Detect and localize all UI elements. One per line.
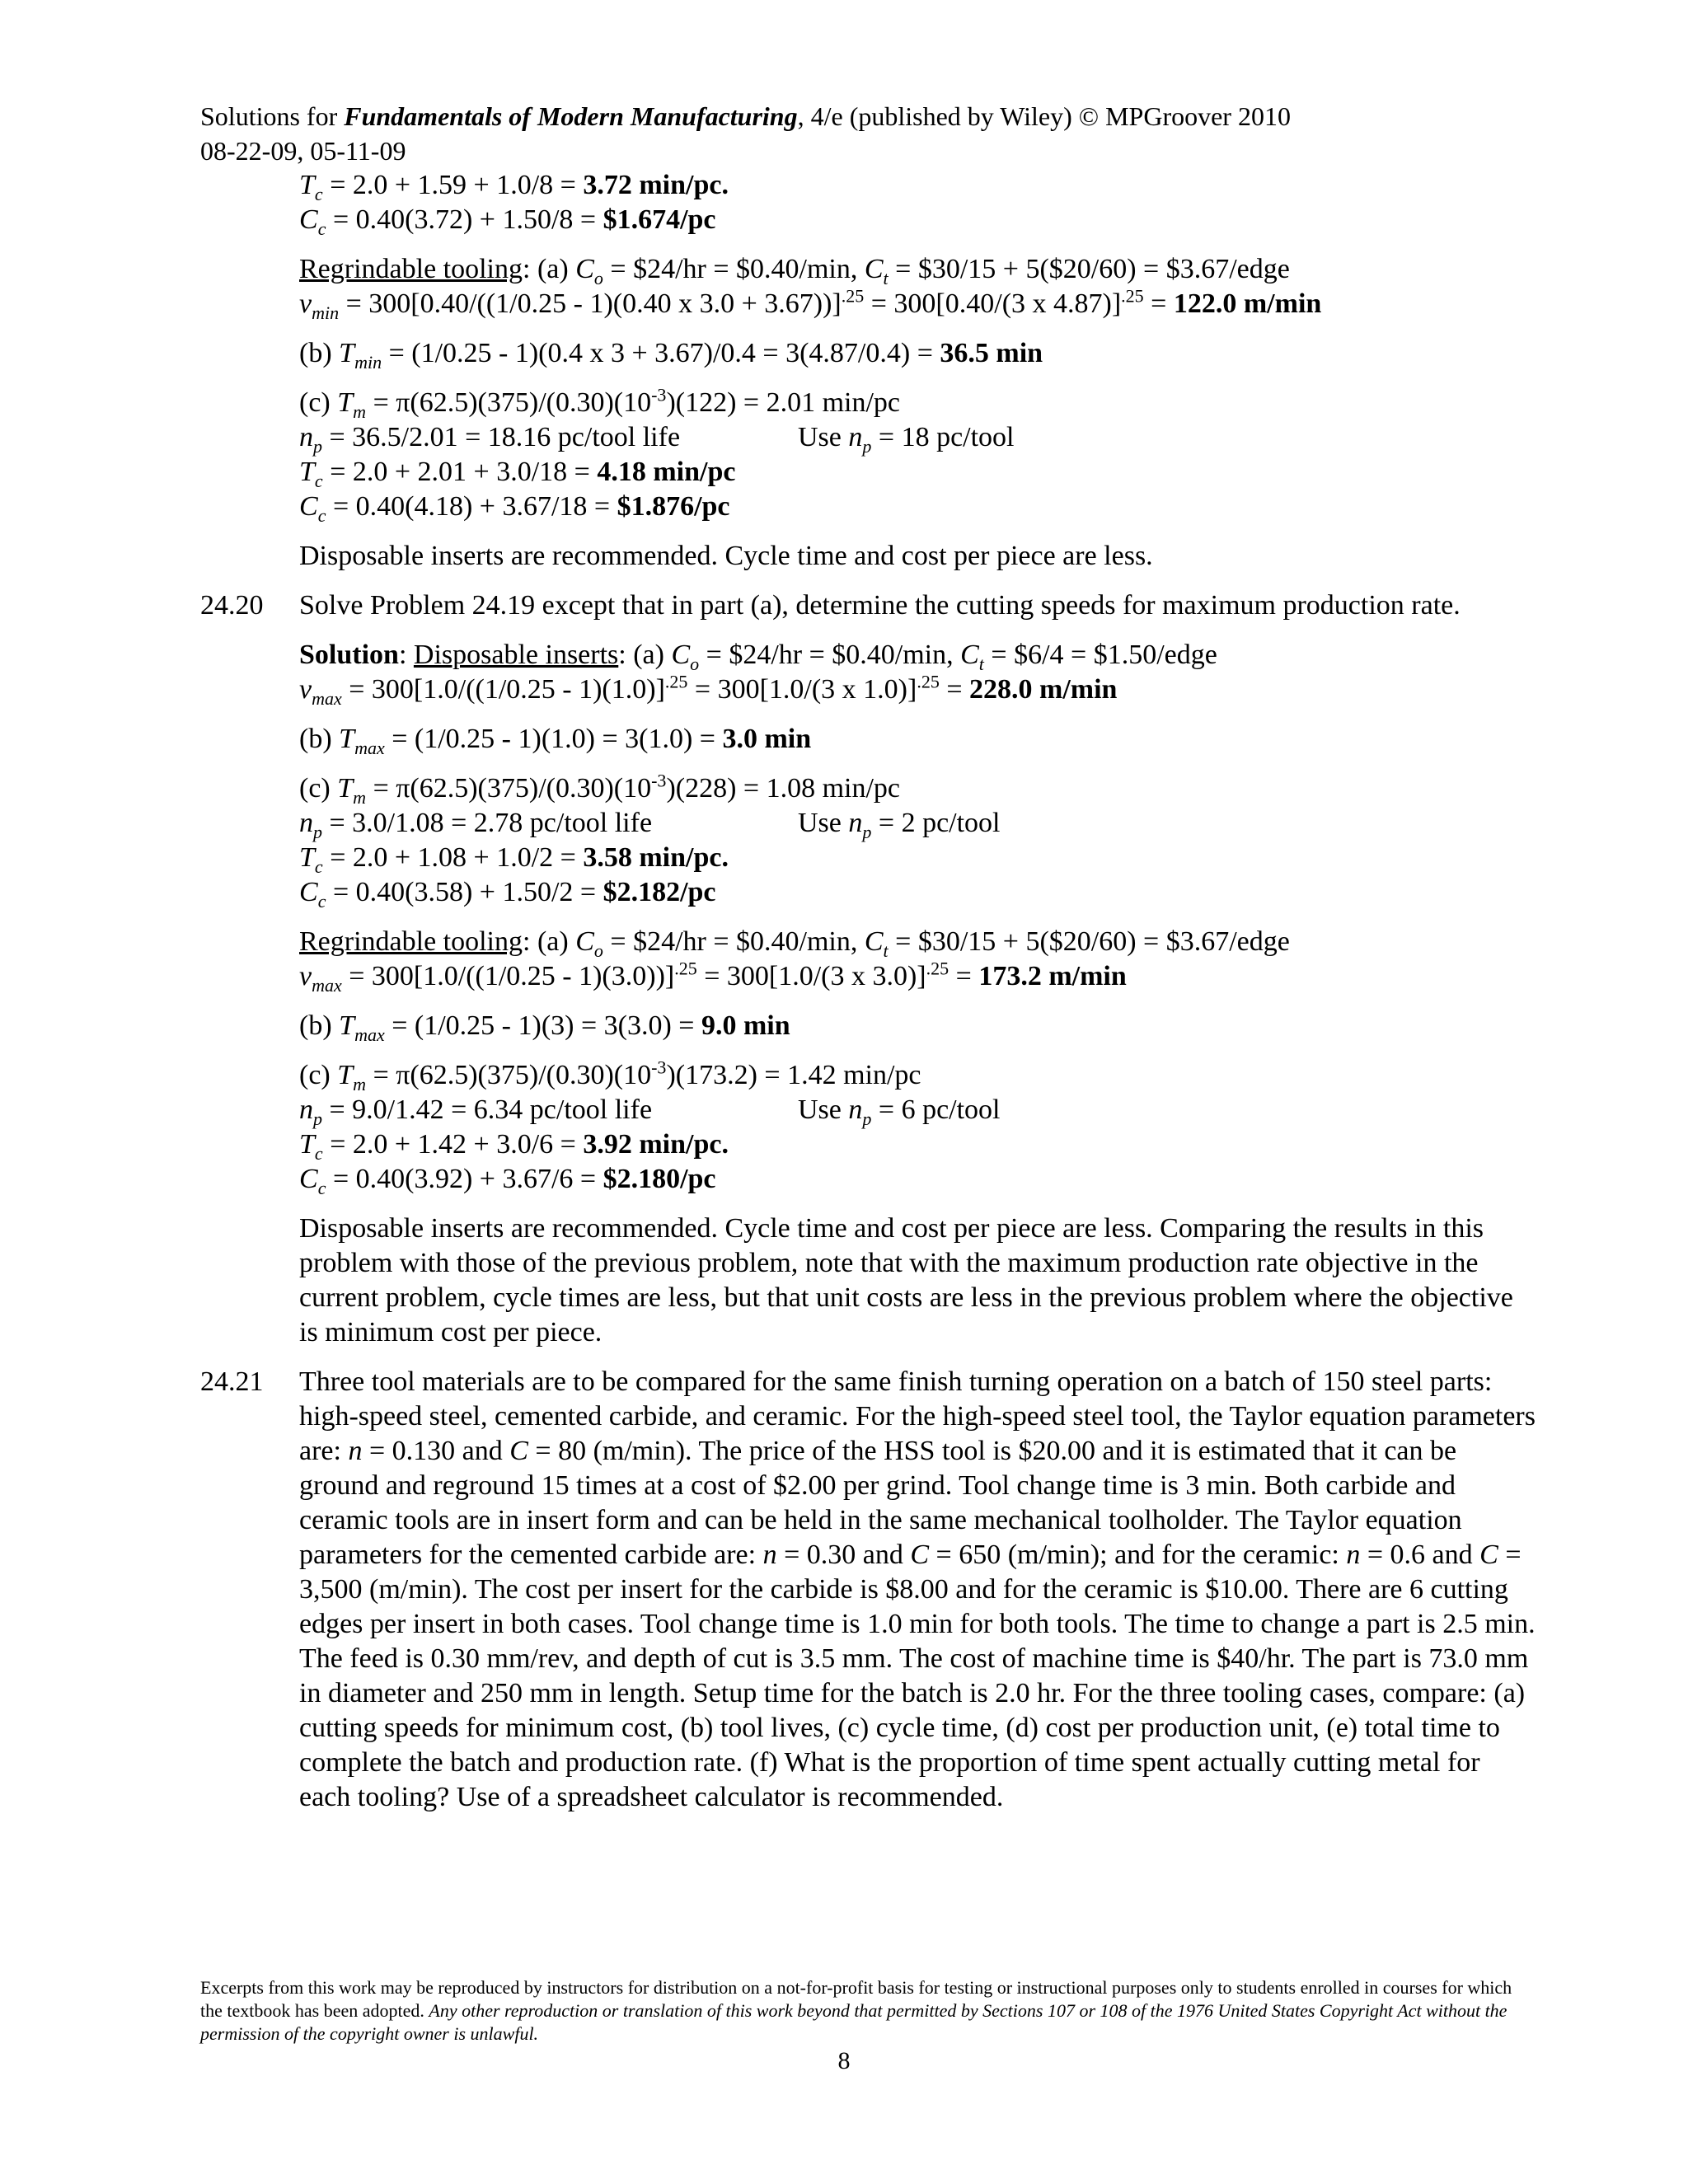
solution-24-20: Solution: Disposable inserts: (a) $C_o$ = $24/hr = $0.40/min, $C_t$ = $6/4 = $1.50/edge $v_{max} = 300[1.0/((1/0.25 - 1)(1.0)]^{.25} = 300[1.0/(3$ x 1.0)]$^{.25}$ = 228.0 m/min (b) $T_{max} = (1/0.25 - 1)(1.0) = 3(1.0) = 3.0$ min (c) $T_m = \pi(62.5)(375)/(0.30)(10^{-3})(228) = 1.08$ min/pc $n_p = 3.0/1.08 = 2.78$ pc/tool life Use $n_p = 2$ pc/tool $T_c = 2.0 + 1.08 + 1.0/2 = 3.58$ min/pc. $C_c = 0.40(3.58) + 1.50/2$ = $2.182/pc Regrindable tooling: (a) $C_o$ = $24/hr = $0.40/min, $C_t$ = $30/15 + 5($20/60) = $3.67/edge $v_{max} = 300[1.0/((1/0.25 - 1)(3.0))]^{.25} = 300[1.0/(3$ x 3.0)]$^{.25}$ = 173.2 m/min (b) $T_{max} = (1/0.25 - 1)(3) = 3(3.0) = 9.0$ min (c) $T_m = \pi(62.5)(375)/(0.30)(10^{-3})(173.2) = 1.42$ min/pc $n_p = 9.0/1.42 = 6.34$ pc/tool life Use $n_p = 6$ pc/tool $T_c = 2.0 + 1.42 + 3.0/6 = 3.92$ min/pc. $C_c = 0.40(3.92) + 3.67/6$ = $2.180/pc Disposable inserts are recommended. Cycle time and cost per piece are less. Comparing the results in this problem with those of the previous problem, note that with the maximum production rate objective in the current problem, cycle times are less, but that unit costs are less in the previous problem where the objective is minimum cost per piece. bbox=[299, 638, 1536, 1350]
result-value: $1.876/pc bbox=[617, 491, 730, 522]
solution-content bbox=[200, 168, 1536, 1815]
problem-24-20 bbox=[200, 588, 1536, 623]
result-value: 4.18 min/pc bbox=[597, 457, 736, 487]
problem-number: 24.21 bbox=[200, 1366, 264, 1397]
result-value: 9.0 min bbox=[701, 1010, 790, 1041]
conclusion-text: Disposable inserts are recommended. Cycle time and cost per piece are less. bbox=[299, 541, 1153, 571]
result-value: 3.92 min/pc. bbox=[583, 1129, 729, 1160]
page-header bbox=[200, 99, 1536, 168]
result-value: 36.5 min bbox=[940, 338, 1043, 368]
book-title: Fundamentals of Modern Manufacturing bbox=[344, 101, 798, 131]
section-label: Regrindable tooling bbox=[299, 254, 523, 284]
solution-label: Solution bbox=[299, 640, 399, 670]
result-value: $2.180/pc bbox=[603, 1164, 716, 1194]
result-value: 3.72 min/pc. bbox=[583, 170, 729, 200]
prev-regrindable-section: Regrindable tooling: (a) $C_o$ = $24/hr = $0.40/min, $C_t$ = $30/15 + 5($20/60) = $3.67/edge $v_{min} = 300[0.40/((1/0.25 - 1)(0.40$ x 3.0 + 3.67))]$^{.25}$ = 300[0.40/(3 x 4.87)]$^{.25}$ = 122.0 m/min (b) $T_{min} = (1/0.25 - 1)(0.4$ x 3 + 3.67)/0.4 = 3(4.87/0.4) = 36.5 min (c) $T_m = \pi(62.5)(375)/(0.30)(10^{-3})(122) = 2.01$ min/pc $n_p = 36.5/2.01 = 18.16$ pc/tool life Use $n_p = 18$ pc/tool $T_c = 2.0 + 2.01 + 3.0/18 = 4.18$ min/pc $C_c = 0.40(4.18) + 3.67/18$ = $1.876/pc Disposable inserts are recommended. Cycle time and cost per piece are less. bbox=[299, 252, 1536, 574]
result-value: 3.0 min bbox=[722, 724, 812, 754]
problem-statement: Three tool materials are to be compared for the same finish turning operation on a batch of 150 steel parts: high-speed steel, cemented carbide, and ceramic. For the high-speed steel tool, the Taylor equation parameters are: n = 0.130 and C = 80 (m/min). The price of the HSS tool is $20.00 and it is estimated that it can be ground and reground 15 times at a cost of $2.00 per grind. Tool change time is 3 min. Both carbide and ceramic tools are in insert form and can be held in the same mechanical toolholder. The Taylor equation parameters for the cemented carbide are: n = 0.30 and C = 650 (m/min); and for the ceramic: n = 0.6 and C = 3,500 (m/min). The cost per insert for the carbide is $8.00 and for the ceramic is $10.00. There are 6 cutting edges per insert in both cases. Tool change time is 1.0 min for both tools. The time to change a part is 2.5 min. The feed is 0.30 mm/rev, and depth of cut is 3.5 mm. The cost of machine time is $40/hr. The part is 73.0 mm in diameter and 250 mm in length. Setup time for the batch is 2.0 hr. For the three tooling cases, compare: (a) cutting speeds for minimum cost, (b) tool lives, (c) cycle time, (d) cost per production unit, (e) total time to complete the batch and production rate. (f) What is the proportion of time spent actually cutting metal for each tooling? Use of a spreadsheet calculator is recommended. bbox=[299, 1366, 1536, 1812]
problem-number: 24.20 bbox=[200, 590, 264, 621]
conclusion-text: Disposable inserts are recommended. Cycle time and cost per piece are less. Comparing the results in this problem with those of the previous problem, note that with the maximum production rate objective in the current problem, cycle times are less, but that unit costs are less in the previous problem where the objective is minimum cost per piece. bbox=[299, 1213, 1513, 1347]
problem-24-21 bbox=[200, 1365, 1536, 1815]
result-value: 122.0 m/min bbox=[1173, 288, 1322, 319]
result-value: $1.674/pc bbox=[603, 204, 716, 235]
copyright-footer: Excerpts from this work may be reproduced by instructors for distribution on a not-for-profit basis for testing or instructional purposes only to students enrolled in courses for which the textbook has been adopted. Any other reproduction or translation of this work beyond that permitted by Sections 107 or 108 of the 1976 United States Copyright Act without the permission of the copyright owner is unlawful. bbox=[200, 1977, 1512, 2044]
prev-disposable-results: $T_c = 2.0 + 1.59 + 1.0/8 = 3.72$ min/pc. $C_c = 0.40(3.72) + 1.50/8$ = $1.674/pc bbox=[299, 170, 729, 239]
header-title-line: Solutions for Fundamentals of Modern Manufacturing, 4/e (published by Wiley) © MPGroover 2010 bbox=[200, 101, 1291, 131]
section-label: Regrindable tooling bbox=[299, 926, 523, 957]
problem-statement: Solve Problem 24.19 except that in part (a), determine the cutting speeds for maximum production rate. bbox=[299, 590, 1461, 621]
section-label: Disposable inserts bbox=[413, 640, 619, 670]
result-value: 173.2 m/min bbox=[978, 961, 1127, 991]
header-dates: 08-22-09, 05-11-09 bbox=[200, 136, 406, 166]
result-value: $2.182/pc bbox=[603, 877, 716, 907]
result-value: 3.58 min/pc. bbox=[583, 842, 729, 873]
result-value: 228.0 m/min bbox=[969, 674, 1118, 705]
page-number: 8 bbox=[837, 2047, 851, 2074]
